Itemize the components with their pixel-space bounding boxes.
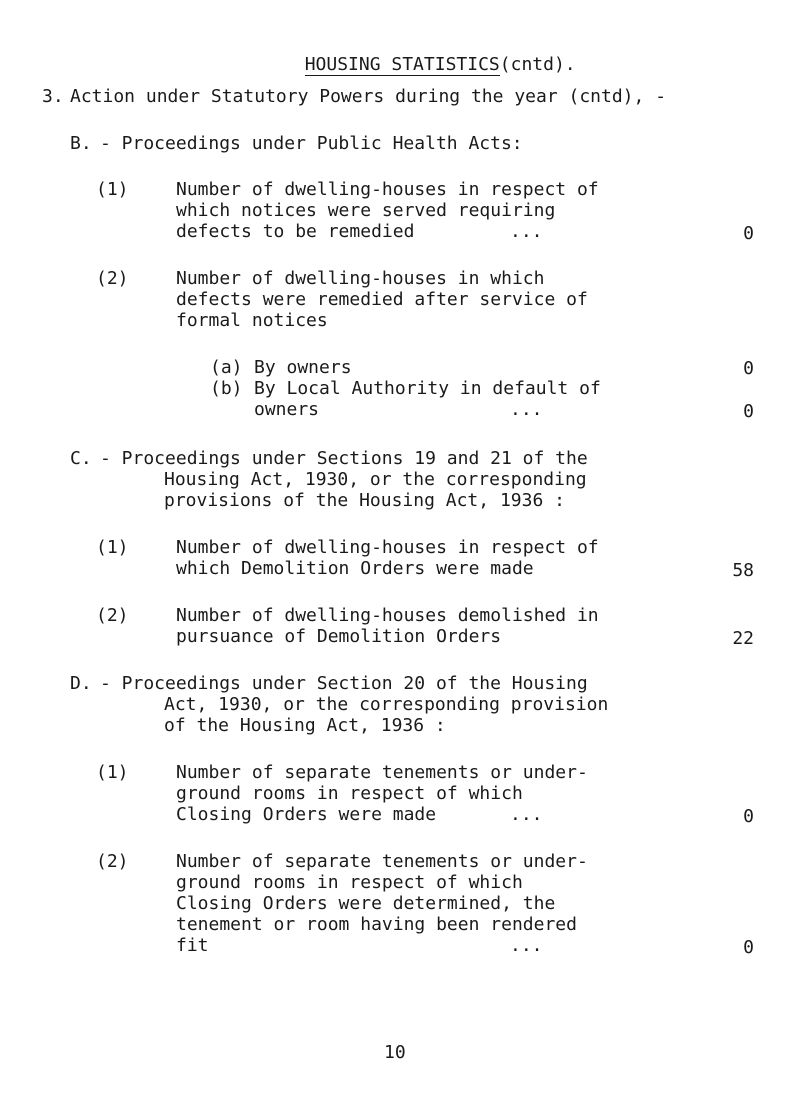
section-b-subitem-b-label: (b) [210,378,243,399]
section-d-heading-line: of the Housing Act, 1936 : [164,715,446,736]
section-d-item-2-line: tenement or room having been rendered [176,914,577,935]
section-c-item-1-line: which Demolition Orders were made [176,558,534,579]
section-d-item-2-number: (2) [96,851,129,872]
section-d-item-1-line: ground rooms in respect of which [176,783,523,804]
leader-dots: ... [510,804,543,825]
page-title: HOUSING STATISTICS [304,54,500,75]
section-c-item-2-value: 22 [732,628,754,649]
section-b-subitem-a-value: 0 [743,358,754,379]
section-d-item-2-line: fit [176,935,209,956]
leader-dots: ... [510,399,543,420]
section-b-subitem-a-line: By owners [254,357,352,378]
section-b-item-1-value: 0 [743,223,754,244]
section-b-subitem-a-label: (a) [210,357,243,378]
page-title-suffix: (cntd). [499,54,576,75]
section-c-heading-line: - Proceedings under Sections 19 and 21 of the [100,448,588,469]
page-header [283,33,576,75]
section-d-item-1-number: (1) [96,762,129,783]
leader-dots: ... [510,221,543,242]
section-b-item-2-line: Number of dwelling-houses in which [176,268,545,289]
section-b-subitem-b-line: owners [254,399,320,420]
section-b-heading: - Proceedings under Public Health Acts: [100,133,523,154]
section-d-item-1-value: 0 [743,806,754,827]
section-d-heading-line: - Proceedings under Section 20 of the Housing [100,673,588,694]
section-d-item-2-line: Closing Orders were determined, the [176,893,556,914]
section-3-number: 3. [42,86,64,107]
section-d-item-1-line: Closing Orders were made [176,804,437,825]
section-b-subitem-b-line: By Local Authority in default of [254,378,601,399]
section-d-item-2-value: 0 [743,937,754,958]
section-b-item-2-line: defects were remedied after service of [176,289,588,310]
page-number: 10 [384,1042,406,1063]
section-c-item-1-value: 58 [732,560,754,581]
section-b-letter: B. [70,133,92,154]
section-c-item-1-number: (1) [96,537,129,558]
section-c-item-2-line: pursuance of Demolition Orders [176,626,502,647]
section-b-item-1-number: (1) [96,179,129,200]
section-b-item-2-number: (2) [96,268,129,289]
leader-dots: ... [510,935,543,956]
section-b-item-2-line: formal notices [176,310,328,331]
section-b-item-1-line: which notices were served requiring [176,200,556,221]
section-b-subitem-b-value: 0 [743,401,754,422]
section-c-letter: C. [70,448,92,469]
section-b-item-1-line: Number of dwelling-houses in respect of [176,179,599,200]
section-d-item-2-line: Number of separate tenements or under- [176,851,588,872]
section-d-letter: D. [70,673,92,694]
section-b-item-1-line: defects to be remedied [176,221,415,242]
section-c-item-2-line: Number of dwelling-houses demolished in [176,605,599,626]
section-c-heading-line: Housing Act, 1930, or the corresponding [164,469,587,490]
section-c-item-2-number: (2) [96,605,129,626]
section-3-heading: Action under Statutory Powers during the year (cntd), - [70,86,667,107]
section-c-heading-line: provisions of the Housing Act, 1936 : [164,490,565,511]
section-d-item-1-line: Number of separate tenements or under- [176,762,588,783]
section-d-heading-line: Act, 1930, or the corresponding provision [164,694,609,715]
section-c-item-1-line: Number of dwelling-houses in respect of [176,537,599,558]
section-d-item-2-line: ground rooms in respect of which [176,872,523,893]
